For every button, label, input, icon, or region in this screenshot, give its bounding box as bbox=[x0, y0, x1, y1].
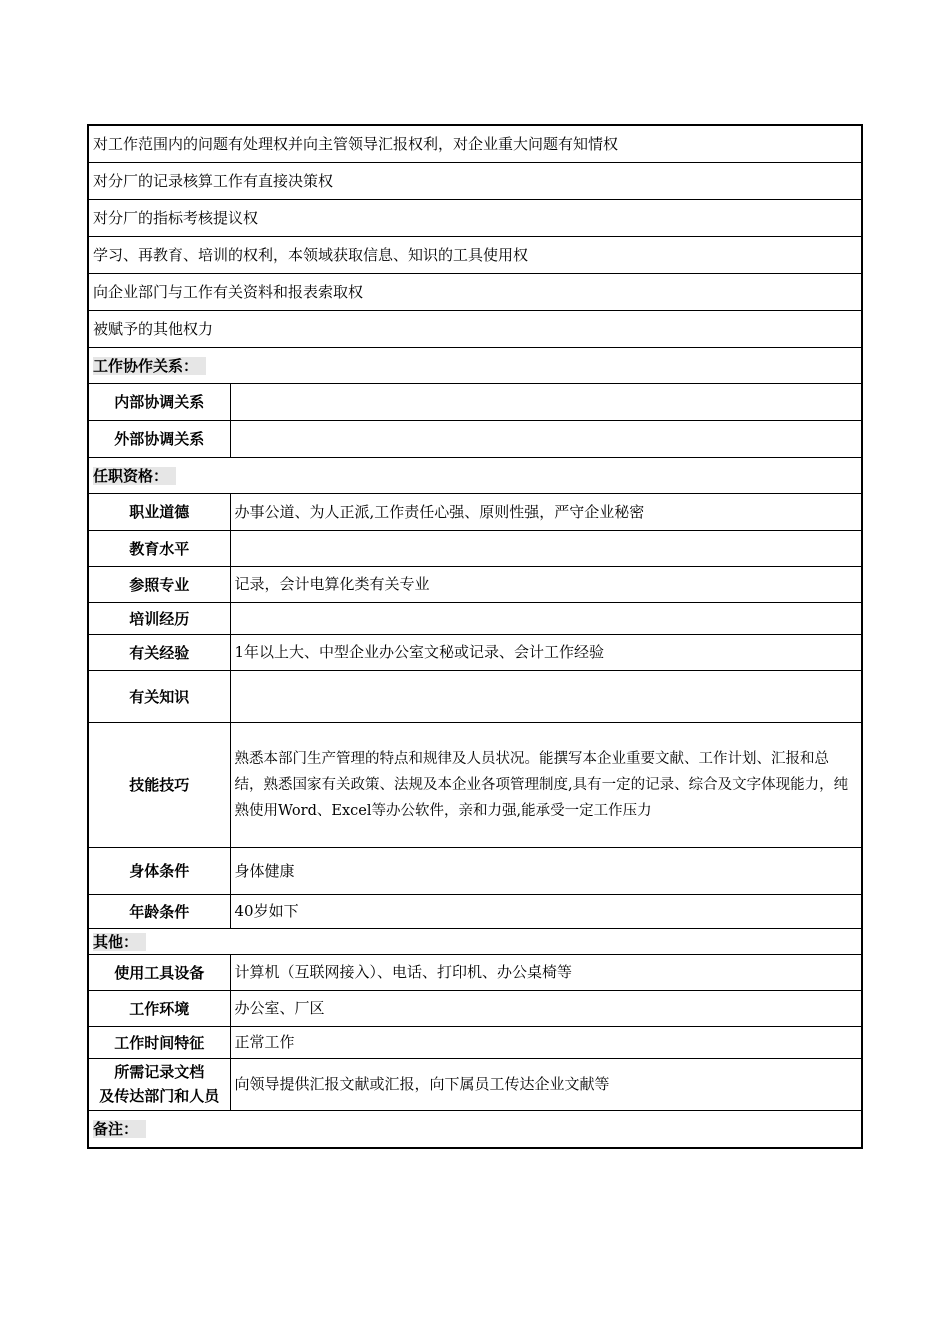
external-coordination-label: 外部协调关系 bbox=[88, 420, 230, 457]
section-header-row bbox=[88, 347, 862, 383]
table-row bbox=[88, 125, 862, 162]
table-row bbox=[88, 162, 862, 199]
qualification-value: 1年以上大、中型企业办公室文秘或记录、会计工作经验 bbox=[230, 634, 862, 670]
table-row bbox=[88, 566, 862, 602]
section-title-qualification: 任职资格： bbox=[88, 457, 862, 493]
other-value: 向领导提供汇报文献或汇报，向下属员工传达企业文献等 bbox=[230, 1058, 862, 1110]
qualification-label: 年龄条件 bbox=[88, 894, 230, 928]
qualification-label: 有关经验 bbox=[88, 634, 230, 670]
right-item: 被赋予的其他权力 bbox=[88, 310, 862, 347]
right-item: 对工作范围内的问题有处理权并向主管领导汇报权利，对企业重大问题有知情权 bbox=[88, 125, 862, 162]
right-item: 对分厂的记录核算工作有直接决策权 bbox=[88, 162, 862, 199]
qualification-label: 职业道德 bbox=[88, 493, 230, 530]
other-value: 正常工作 bbox=[230, 1026, 862, 1058]
qualification-label: 有关知识 bbox=[88, 670, 230, 722]
table-row bbox=[88, 273, 862, 310]
table-row bbox=[88, 602, 862, 634]
table-row bbox=[88, 1058, 862, 1110]
table-row bbox=[88, 383, 862, 420]
table-row bbox=[88, 1026, 862, 1058]
table-row bbox=[88, 493, 862, 530]
section-header-row bbox=[88, 1110, 862, 1148]
right-item: 对分厂的指标考核提议权 bbox=[88, 199, 862, 236]
internal-coordination-label: 内部协调关系 bbox=[88, 383, 230, 420]
table-row bbox=[88, 670, 862, 722]
section-title-other: 其他： bbox=[88, 928, 862, 954]
table-row bbox=[88, 530, 862, 566]
qualification-value bbox=[230, 530, 862, 566]
external-coordination-value bbox=[230, 420, 862, 457]
qualification-value bbox=[230, 670, 862, 722]
qualification-value: 办事公道、为人正派,工作责任心强、原则性强，严守企业秘密 bbox=[230, 493, 862, 530]
qualification-label: 教育水平 bbox=[88, 530, 230, 566]
other-label: 工作时间特征 bbox=[88, 1026, 230, 1058]
table-row bbox=[88, 954, 862, 990]
section-title-remarks: 备注： bbox=[88, 1110, 862, 1148]
table-row bbox=[88, 310, 862, 347]
other-label bbox=[88, 1058, 230, 1110]
label-line: 所需记录文档 bbox=[114, 1063, 205, 1081]
job-description-table bbox=[87, 124, 863, 1149]
section-header-row bbox=[88, 457, 862, 493]
qualification-value: 身体健康 bbox=[230, 847, 862, 894]
qualification-value: 40岁如下 bbox=[230, 894, 862, 928]
qualification-label: 身体条件 bbox=[88, 847, 230, 894]
table-row bbox=[88, 990, 862, 1026]
qualification-value: 熟悉本部门生产管理的特点和规律及人员状况。能撰写本企业重要文献、工作计划、汇报和总结，熟悉国家有关政策、法规及本企业各项管理制度,具有一定的记录、综合及文字体现能力，纯熟使用Word、Excel等办公软件，亲和力强,能承受一定工作压力 bbox=[230, 722, 862, 847]
right-item: 向企业部门与工作有关资料和报表索取权 bbox=[88, 273, 862, 310]
other-value: 办公室、厂区 bbox=[230, 990, 862, 1026]
other-value: 计算机（互联网接入）、电话、打印机、办公桌椅等 bbox=[230, 954, 862, 990]
qualification-value: 记录，会计电算化类有关专业 bbox=[230, 566, 862, 602]
label-line: 及传达部门和人员 bbox=[99, 1087, 220, 1105]
table-row bbox=[88, 236, 862, 273]
qualification-label: 参照专业 bbox=[88, 566, 230, 602]
table-row bbox=[88, 847, 862, 894]
right-item: 学习、再教育、培训的权利，本领域获取信息、知识的工具使用权 bbox=[88, 236, 862, 273]
table-row bbox=[88, 199, 862, 236]
section-title-cooperation: 工作协作关系： bbox=[88, 347, 862, 383]
qualification-value bbox=[230, 602, 862, 634]
other-label: 使用工具设备 bbox=[88, 954, 230, 990]
other-label: 工作环境 bbox=[88, 990, 230, 1026]
section-header-row bbox=[88, 928, 862, 954]
qualification-label: 技能技巧 bbox=[88, 722, 230, 847]
table-row bbox=[88, 634, 862, 670]
table-row bbox=[88, 894, 862, 928]
qualification-label: 培训经历 bbox=[88, 602, 230, 634]
internal-coordination-value bbox=[230, 383, 862, 420]
table-row bbox=[88, 722, 862, 847]
table-row bbox=[88, 420, 862, 457]
